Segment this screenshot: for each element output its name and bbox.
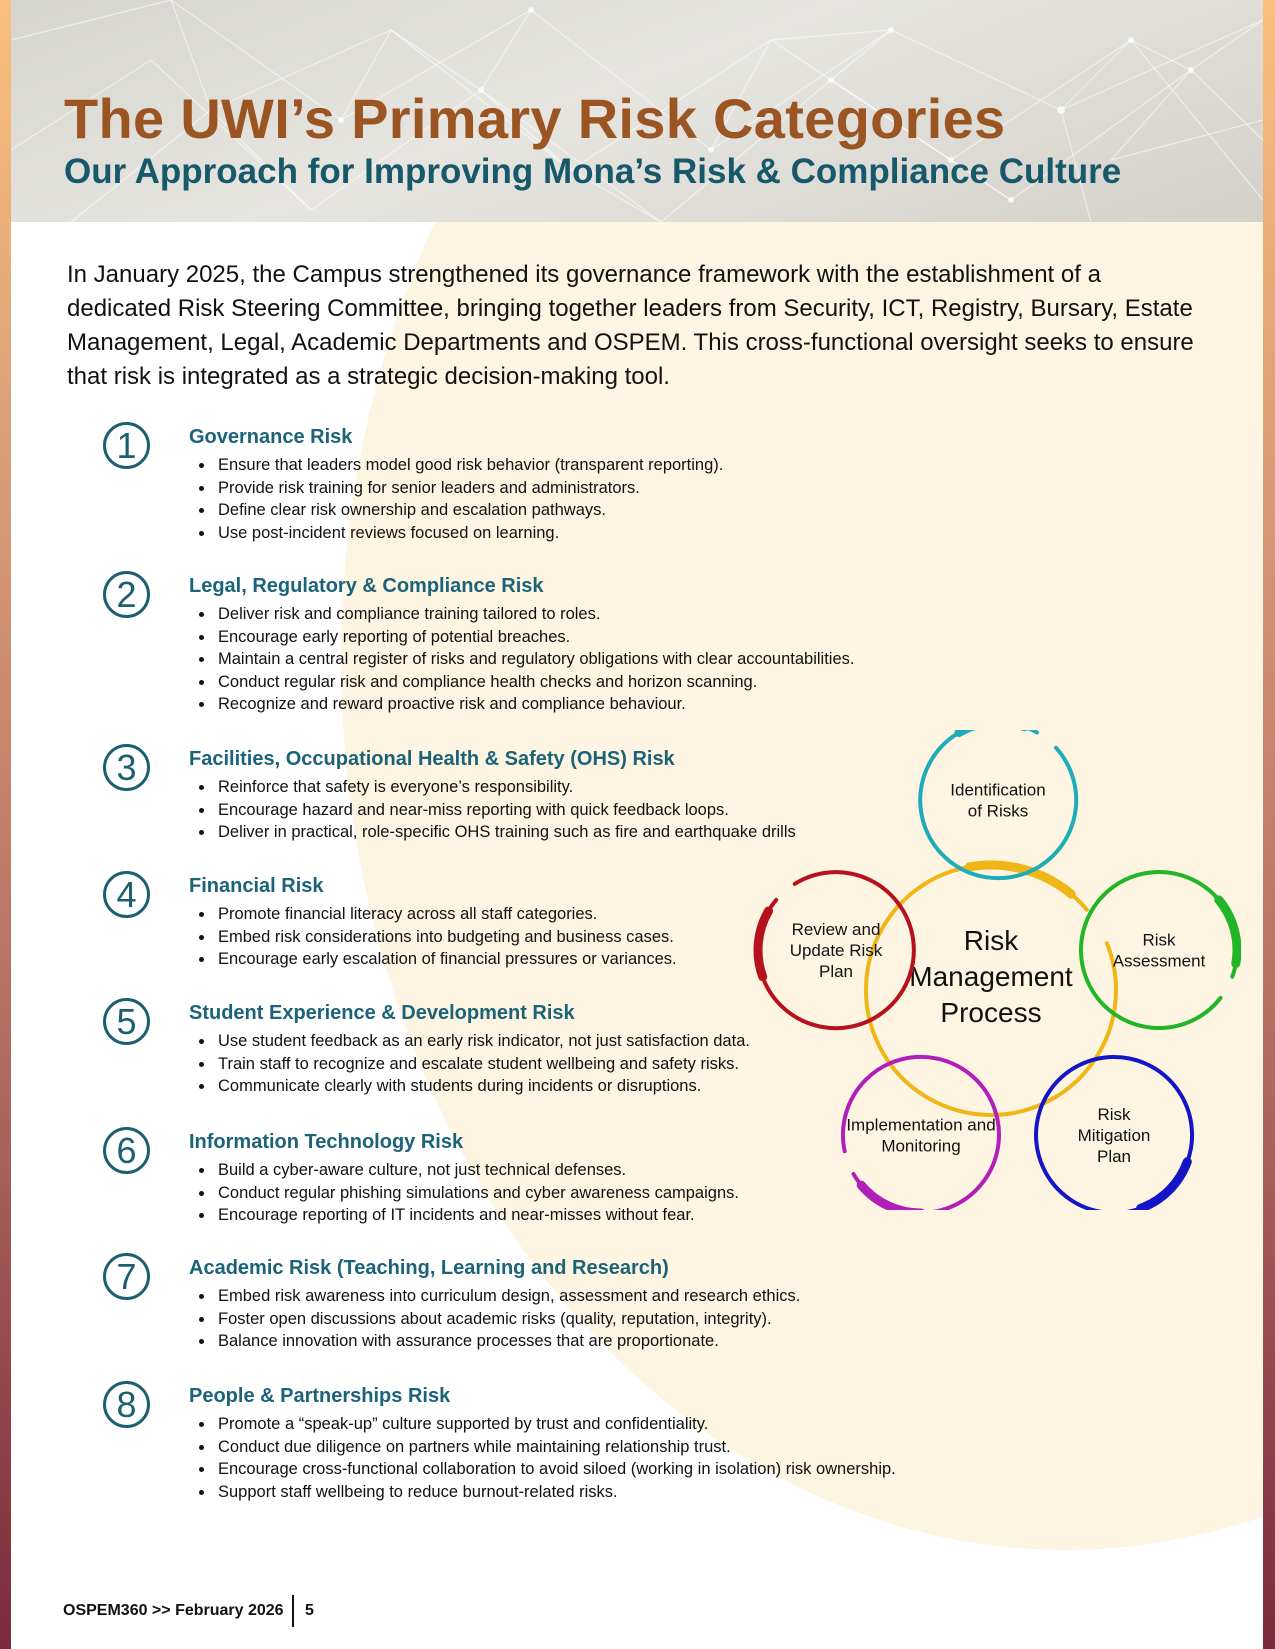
risk-management-process-diagram <box>741 730 1241 1210</box>
process-step-label <box>1113 931 1206 971</box>
process-step-label <box>950 781 1045 821</box>
list-item: Build a cyber-aware culture, not just technical defenses. <box>189 1159 739 1182</box>
list-item: Encourage hazard and near-miss reporting with quick feedback loops. <box>189 799 796 822</box>
process-step-label-line: Mitigation <box>1077 1126 1151 1145</box>
category-title: Student Experience & Development Risk <box>189 1002 575 1024</box>
category-title: Information Technology Risk <box>189 1131 464 1153</box>
category-action-list <box>189 1413 896 1503</box>
category-action-list <box>189 1285 800 1353</box>
process-step-ring <box>1081 872 1237 1028</box>
list-item: Foster open discussions about academic risks (quality, reputation, integrity). <box>189 1308 800 1331</box>
list-item: Encourage early escalation of financial pressures or variances. <box>189 948 677 971</box>
process-step-label <box>846 1116 995 1156</box>
list-item: Deliver risk and compliance training tailored to roles. <box>189 603 854 626</box>
category-number-badge: 7 <box>103 1253 150 1300</box>
category-title: Facilities, Occupational Health & Safety (OHS) Risk <box>189 748 675 770</box>
document-sheet <box>11 0 1263 1649</box>
category-number-badge: 6 <box>103 1127 150 1174</box>
process-step-label-line: Risk <box>1097 1105 1131 1124</box>
category-number-badge: 3 <box>103 744 150 791</box>
list-item: Define clear risk ownership and escalation pathways. <box>189 499 723 522</box>
list-item: Ensure that leaders model good risk behavior (transparent reporting). <box>189 454 723 477</box>
center-label-line: Management <box>909 961 1073 992</box>
process-step-label-line: Implementation and <box>846 1115 996 1135</box>
page-number: 5 <box>305 1602 314 1619</box>
process-step-label-line: Identification <box>950 780 1046 800</box>
list-item: Conduct due diligence on partners while maintaining relationship trust. <box>189 1436 896 1459</box>
list-item: Conduct regular risk and compliance health checks and horizon scanning. <box>189 671 854 694</box>
category-title: Governance Risk <box>189 426 353 448</box>
footer-label: OSPEM360 >> February 2026 <box>63 1602 284 1619</box>
intro-paragraph: In January 2025, the Campus strengthened its governance framework with the establishment of a dedicated Risk Steering Committee, bringing together leaders from Security, ICT, Registry, Bursary, Estate Management, Legal, Academic Departments and OSPEM. This cross-functional oversight seeks to ensure that risk is integrated as a strategic decision-making tool. <box>67 261 1194 390</box>
list-item: Encourage reporting of IT incidents and near-misses without fear. <box>189 1204 739 1227</box>
process-step-label-line: Plan <box>818 962 854 981</box>
category-action-list <box>189 603 854 716</box>
center-label-line: Process <box>940 997 1042 1028</box>
list-item: Use post-incident reviews focused on learning. <box>189 522 723 545</box>
list-item: Promote a “speak-up” culture supported by trust and confidentiality. <box>189 1413 896 1436</box>
category-number-badge: 8 <box>103 1381 150 1428</box>
list-item: Use student feedback as an early risk indicator, not just satisfaction data. <box>189 1030 750 1053</box>
list-item: Balance innovation with assurance processes that are proportionate. <box>189 1330 800 1353</box>
list-item: Encourage cross-functional collaboration to avoid siloed (working in isolation) risk ownership. <box>189 1458 896 1481</box>
page-subtitle: Our Approach for Improving Mona’s Risk & Compliance Culture <box>64 152 1122 191</box>
process-step-label-line: Monitoring <box>881 1136 961 1156</box>
footer-divider <box>292 1595 294 1627</box>
category-title: Financial Risk <box>189 875 324 897</box>
list-item: Encourage early reporting of potential breaches. <box>189 626 854 649</box>
list-item: Train staff to recognize and escalate student wellbeing and safety risks. <box>189 1053 750 1076</box>
category-title: Legal, Regulatory & Compliance Risk <box>189 575 544 597</box>
process-step-label-line: Plan <box>1096 1147 1132 1166</box>
page-title: The UWI’s Primary Risk Categories <box>64 87 1006 150</box>
process-step-label-line: Review and <box>791 920 881 939</box>
process-step-label-line: Assessment <box>1112 951 1206 971</box>
process-step-label-line: of Risks <box>967 801 1029 821</box>
process-step-label-line: Update Risk <box>789 941 883 960</box>
category-action-list <box>189 903 677 971</box>
list-item: Embed risk awareness into curriculum design, assessment and research ethics. <box>189 1285 800 1308</box>
list-item: Maintain a central register of risks and regulatory obligations with clear accountabilities. <box>189 648 854 671</box>
category-action-list <box>189 454 723 544</box>
category-number-badge: 4 <box>103 871 150 918</box>
list-item: Deliver in practical, role-specific OHS training such as fire and earthquake drills <box>189 821 796 844</box>
category-number-badge: 1 <box>103 422 150 469</box>
category-number-badge: 2 <box>103 571 150 618</box>
process-step-label-line: Risk <box>1142 930 1176 950</box>
process-step-label <box>1078 1105 1151 1166</box>
center-label-line: Risk <box>963 925 1019 956</box>
category-action-list <box>189 1159 739 1227</box>
center-label <box>909 925 1073 1028</box>
list-item: Promote financial literacy across all staff categories. <box>189 903 677 926</box>
list-item: Conduct regular phishing simulations and cyber awareness campaigns. <box>189 1182 739 1205</box>
category-action-list <box>189 776 796 844</box>
category-number-badge: 5 <box>103 998 150 1045</box>
list-item: Communicate clearly with students during incidents or disruptions. <box>189 1075 750 1098</box>
list-item: Recognize and reward proactive risk and compliance behaviour. <box>189 693 854 716</box>
list-item: Provide risk training for senior leaders and administrators. <box>189 477 723 500</box>
list-item: Reinforce that safety is everyone’s responsibility. <box>189 776 796 799</box>
page-header <box>11 0 1263 222</box>
category-title: Academic Risk (Teaching, Learning and Research) <box>189 1257 669 1279</box>
category-action-list <box>189 1030 750 1098</box>
list-item: Support staff wellbeing to reduce burnout-related risks. <box>189 1481 896 1504</box>
list-item: Embed risk considerations into budgeting and business cases. <box>189 926 677 949</box>
category-title: People & Partnerships Risk <box>189 1385 451 1407</box>
